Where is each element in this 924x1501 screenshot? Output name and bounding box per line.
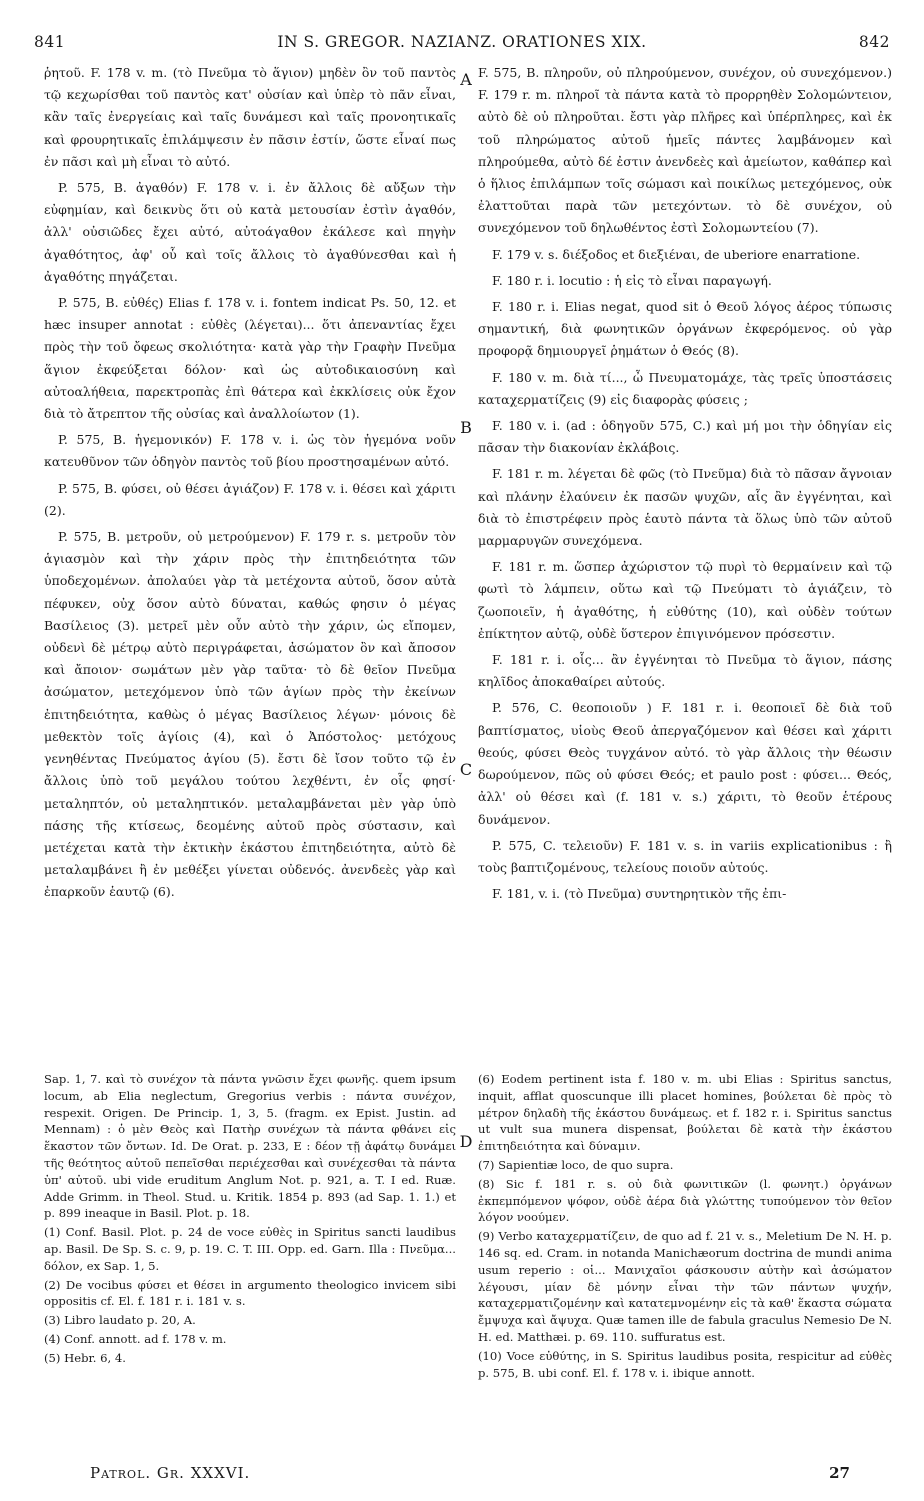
footnote: (1) Conf. Basil. Plot. p. 24 de voce εὐθὲς in Spiritus sancti laudibus ap. Basil. De Sp. S. c. 9, p. 19. C. T. III. Opp. ed. Garn. Illa : Πνεῦμα... δόλον, ex Sap. 1, 5.: [44, 1225, 456, 1273]
margin-letter-a: A: [460, 70, 472, 89]
paragraph: F. 180 r. i. locutio : ἡ εἰς τὸ εἶναι παραγωγή.: [492, 272, 772, 288]
footnote: (5) Hebr. 6, 4.: [44, 1350, 126, 1365]
page-number-right: 842: [858, 33, 890, 51]
margin-letter-c: C: [459, 760, 473, 779]
paragraph: ῥητοῦ. F. 178 v. m. (τὸ Πνεῦμα τὸ ἅγιον) μηδὲν ὂν τοῦ παντὸς τῷ κεχωρίσθαι τοῦ παντὸς κατ' οὐσίαν καὶ ὑπὲρ τὸ πᾶν εἶναι, κἂν ταῖς ἐνεργείαις καὶ ταῖς δυνάμεσι καὶ ταῖς προνοητικαῖς καὶ φρουρητικαῖς ἐπιλάμψεσιν ἐν πᾶσιν ἐστίν, ὥστε εἶναί πως ἐν πᾶσι καὶ μὴ εἶναι τὸ αὐτό.: [44, 65, 456, 169]
paragraph: F. 575, B. πληροῦν, οὐ πληρούμενον, συνέχον, οὐ συνεχόμενον.) F. 179 r. m. πληροῖ τὰ πάντα κατὰ τὸ προρρηθὲν Σολομώντειον, αὐτὸ δὲ οὐ πληροῦται. ἔστι γὰρ πλῆρες καὶ ὑπέρπληρες, καὶ ἐκ τοῦ πληρώματος αὐτοῦ ἡμεῖς πάντες λαμβάνομεν καὶ πληρούμεθα, αὐτὸ δέ ἐστιν ἀνενδεὲς καὶ ἀμείωτον, καθάπερ καὶ ὁ ἥλιος ἐπιλάμπων τοῖς σώμασι καὶ ποικίλως μετεχόμενος, οὐκ ἐλαττοῦται παρὰ τῶν μετεχόντων. τὸ δὲ συνέχον, οὐ συνεχόμενον τοῦ δηλωθέντος ἐστὶ Σολομωντείου (7).: [478, 65, 892, 236]
paragraph: P. 575, B. εὐθές) Elias f. 178 v. i. fontem indicat Ps. 50, 12. et hæc insuper annotat : εὐθὲς (λέγεται)... ὅτι ἀπεναντίας ἔχει πρὸς τὴν τοῦ ὄφεως σκολιότητα· κατὰ γὰρ τὴν Γραφὴν Πνεῦμα ἅγιον ἐκφεύξεται δόλον· καὶ ὡς αὐτοδικαιοσύνη καὶ αὐτοαλήθεια, παρεκτροπὰς ἐπὶ θάτερα καὶ ἐκκλίσεις οὐκ ἔχον διὰ τὸ ἄτρεπτον τῆς οὐσίας καὶ ἀναλλοίωτον (1).: [44, 295, 456, 422]
footnote: (6) Eodem pertinent ista f. 180 v. m. ubi Elias : Spiritus sanctus, inquit, afflat quoscunque illi placet homines, βούλεται δὲ πρὸς τὸ μέτρον δηλαδὴ τῆς ἑκάστου δυνάμεως. et f. 182 r. i. Spiritus sanctus ut vult sua munera dispensat, βούλεται δὲ κατὰ τὴν ἑκάστου ἐπιτηδειότητα καὶ δύναμιν.: [478, 1072, 892, 1154]
paragraph: P. 575, C. τελειοῦν) F. 181 v. s. in variis explicationibus : ἢ τοὺς βαπτιζομένους, τελείους ποιοῦν αὐτούς.: [478, 837, 892, 875]
paragraph: F. 181 r. m. λέγεται δὲ φῶς (τὸ Πνεῦμα) διὰ τὸ πᾶσαν ἄγνοιαν καὶ πλάνην ἐλαύνειν ἐκ πασῶν ψυχῶν, αἷς ἂν ἐγγένηται, καὶ διὰ τὸ ἐπιστρέφειν πρὸς ἑαυτὸ πάντα τὰ ὅλως ὑπὸ τῶν αὐτοῦ μαρμαρυγῶν συνεχόμενα.: [478, 466, 892, 549]
running-head: [34, 33, 890, 55]
paragraph: F. 180 v. i. (ad : ὁδηγοῦν 575, C.) καὶ μή μοι τὴν ὁδηγίαν εἰς πᾶσαν τὴν διακονίαν ἐκλάβοις.: [478, 418, 892, 456]
footnote: (2) De vocibus φύσει et θέσει in argumento theologico invicem sibi oppositis cf. El. f. 181 r. i. 181 v. s.: [44, 1277, 456, 1309]
margin-letter-d: D: [459, 1132, 473, 1151]
paragraph: P. 575, B. φύσει, οὐ θέσει ἁγιάζον) F. 178 v. i. θέσει καὶ χάριτι (2).: [44, 480, 456, 518]
footer-sheet-number: 27: [829, 1464, 850, 1482]
paragraph: F. 180 r. i. Elias negat, quod sit ὁ Θεοῦ λόγος ἀέρος τύπωσις σημαντική, διὰ φωνητικῶν ὀργάνων ἐκφερόμενος. οὐ γὰρ προφορᾷ δημιουργεῖ ῥημάτων ὁ Θεός (8).: [478, 299, 892, 359]
footnote: Sap. 1, 7. καὶ τὸ συνέχον τὰ πάντα γνῶσιν ἔχει φωνῆς. quem ipsum locum, ab Elia neglectum, Gregorius verbis : πάντα συνέχον, respexit. Origen. De Princip. 1, 3, 5. (fragm. ex Epist. Justin. ad Mennam) : ὁ μὲν Θεὸς καὶ Πατὴρ συνέχων τὰ πάντα φθάνει εἰς ἕκαστον τῶν ὄντων. Id. De Orat. p. 233, E : δέον τῇ ἀφάτῳ δυνάμει τῆς θεότητος αὐτοῦ πεπεῖσθαι περιέχεσθαι καὶ συνέχεσθαι τὰ πάντα ὑπ' αὐτοῦ. ubi vide eruditum Anglum Not. p. 921, a. T. I ed. Ruæ. Adde Grimm. in Theol. Stud. u. Kritik. 1854 p. 893 (ad Sap. 1. 1.) et p. 899 ineaque in Basil. Plot. p. 18.: [44, 1072, 456, 1221]
paragraph: P. 575, B. μετροῦν, οὐ μετρούμενον) F. 179 r. s. μετροῦν τὸν ἁγιασμὸν καὶ τὴν χάριν πρὸς τὴν ἐπιτηδειότητα τῶν ὑποδεχομένων. ἀπολαύει γὰρ τὰ μετέχοντα αὐτοῦ, ὅσον αὐτὰ πέφυκεν, οὐχ ὅσον αὐτὸ δύναται, καθώς φησιν ὁ μέγας Βασίλειος (3). μετρεῖ μὲν οὖν αὐτὸ τὴν χάριν, ὡς εἴπομεν, οὐδενὶ δὲ μέτρῳ αὐτὸ περιγράφεται, ἀσώματον ὂν καὶ ἄποσον καὶ ἄποιον· σωμάτων μὲν γὰρ ταῦτα· τὸ δὲ θεῖον Πνεῦμα ἀσώματον, μετεχόμενον ὑπὸ τῶν ἁγίων πρὸς τὴν ἐκείνων ἐπιτηδειότητα, καθὼς ὁ μέγας Βασίλειος λέγων· μόνοις δὲ μεθεκτὸν τοῖς ἁγίοις (4), καὶ ὁ Ἀπόστολος· μετόχους γενηθέντας Πνεύματος ἁγίου (5). ἔστι δὲ ἴσον τοῦτο τῷ ἐν ἄλλοις ὑπὸ τοῦ μεγάλου τούτου λεχθέντι, ἐν οἷς φησί· μεταληπτόν, οὐ μεταληπτικόν. μεταλαμβάνεται μὲν γὰρ ὑπὸ πάσης τῆς κτίσεως, δεομένης αὐτοῦ πρὸς σύστασιν, καὶ μετέχεται κατὰ τὴν ἐκτικὴν ἑκάστου ἐπιτηδειότητα, αὐτὸ δὲ μεταλαμβάνει ἢ ἐν μεθέξει γίνεται οὐδενός. ἀνενδεὲς γὰρ καὶ ἐπαρκοῦν ἑαυτῷ (6).: [44, 529, 456, 900]
footnote: (10) Voce εὐθύτης, in S. Spiritus laudibus posita, respicitur ad εὐθὲς p. 575, B. ubi conf. El. f. 178 v. i. ibique annott.: [478, 1348, 892, 1380]
margin-letter-b: B: [460, 418, 472, 437]
footnote: (9) Verbo καταχερματίζειν, de quo ad f. 21 v. s., Meletium De N. H. p. 146 sq. ed. Cram. in notanda Manichæorum doctrina de mundi anima usum reperio : οἱ... Μανιχαῖοι φάσκουσιν αὐτὴν καὶ ἀσώματον λέγουσι, μίαν δὲ μόνην εἶναι τὴν τῶν πάντων ψυχήν, καταχερματιζομένην καὶ κατατεμνομένην εἰς τὰ καθ' ἕκαστα σώματα ἔμψυχα καὶ ἄψυχα. Quæ tamen ille de fabula graculus Nemesio De N. H. ed. Matthæi. p. 69. 110. suffuratus est.: [478, 1229, 892, 1344]
paragraph: P. 575, B. ἡγεμονικόν) F. 178 v. i. ὡς τὸν ἡγεμόνα νοῦν κατευθῦνον τῶν ὁδηγὸν παντὸς τοῦ βίου προστησαμένων αὐτό.: [44, 432, 456, 470]
page-number-left: 841: [34, 33, 66, 51]
footnote: (7) Sapientiæ loco, de quo supra.: [478, 1157, 674, 1172]
paragraph: F. 181 r. m. ὥσπερ ἀχώριστον τῷ πυρὶ τὸ θερμαίνειν καὶ τῷ φωτὶ τὸ λάμπειν, οὕτω καὶ τῷ Πνεύματι τὸ ἁγιάζειν, τὸ ζωοποιεῖν, ἡ ἀγαθότης, ἡ εὐθύτης (10), καὶ οὐδὲν τούτων ἐπίκτητον αὐτῷ, οὐδὲ ὕστερον ἐπιγινόμενον πρόσεστιν.: [478, 559, 892, 641]
footnote: (8) Sic f. 181 r. s. οὐ διὰ φωνιτικῶν (l. φωνητ.) ὀργάνων ἐκπεμπόμενον ψόφον, οὐδὲ ἀέρα διὰ γλώττης τυπούμενον τὸν θεῖον λόγον νοούμεν.: [478, 1176, 892, 1225]
running-title: IN S. GREGOR. NAZIANZ. ORATIONES XIX.: [277, 33, 647, 51]
paragraph: F. 179 v. s. διέξοδος et διεξιέναι, de uberiore enarratione.: [492, 246, 861, 262]
footnote: (4) Conf. annott. ad f. 178 v. m.: [44, 1331, 227, 1346]
left-column: [44, 62, 456, 908]
paragraph: F. 181, v. i. (τὸ Πνεῦμα) συντηρητικὸν τῆς ἐπι-: [492, 886, 787, 902]
paragraph: F. 180 v. m. διὰ τί..., ὦ Πνευματομάχε, τὰς τρεῖς ὑποστάσεις καταχερματίζεις (9) εἰς διαφορὰς φύσεις ;: [478, 369, 892, 407]
footnotes-right: [478, 1071, 892, 1383]
paragraph: P. 575, B. ἀγαθόν) F. 178 v. i. ἐν ἄλλοις δὲ αὔξων τὴν εὐφημίαν, καὶ δεικνὺς ὅτι οὐ κατὰ μετουσίαν ἐστὶν ἀγαθόν, ἀλλ' οὐσιῶδες ἔχει αὐτό, αὐτοάγαθον ἐκάλεσε καὶ πηγὴν ἀγαθότητος, ἀφ' οὗ καὶ τοῖς ἄλλοις τὸ ἀγαθύνεσθαι καὶ ἡ ἀγαθότης πηγάζεται.: [44, 180, 456, 284]
footnote: (3) Libro laudato p. 20, A.: [44, 1313, 196, 1328]
right-column: [478, 62, 892, 909]
paragraph: F. 181 r. i. οἷς... ἂν ἐγγένηται τὸ Πνεῦμα τὸ ἅγιον, πάσης κηλῖδος ἀποκαθαίρει αὐτούς.: [478, 652, 892, 690]
footnotes-left: [44, 1071, 456, 1369]
paragraph: P. 576, C. θεοποιοῦν ) F. 181 r. i. θεοποιεῖ δὲ διὰ τοῦ βαπτίσματος, υἱοὺς Θεοῦ ἀπεργαζόμενον καὶ θέσει καὶ χάριτι θεούς, φύσει Θεὸς τυγχάνον αὐτό. τὸ γὰρ ἄλλοις τὴν θέωσιν δωρούμενον, πῶς οὐ φύσει Θεός; et paulo post : φύσει... Θεός, ἀλλ' οὐ θέσει καὶ (f. 181 v. s.) χάριτι, τὸ θεοῦν ἑτέρους δυνάμενον.: [478, 700, 892, 827]
footer-signature: Patrol. Gr. XXXVI.: [90, 1464, 251, 1482]
page-footer: [90, 1464, 850, 1486]
